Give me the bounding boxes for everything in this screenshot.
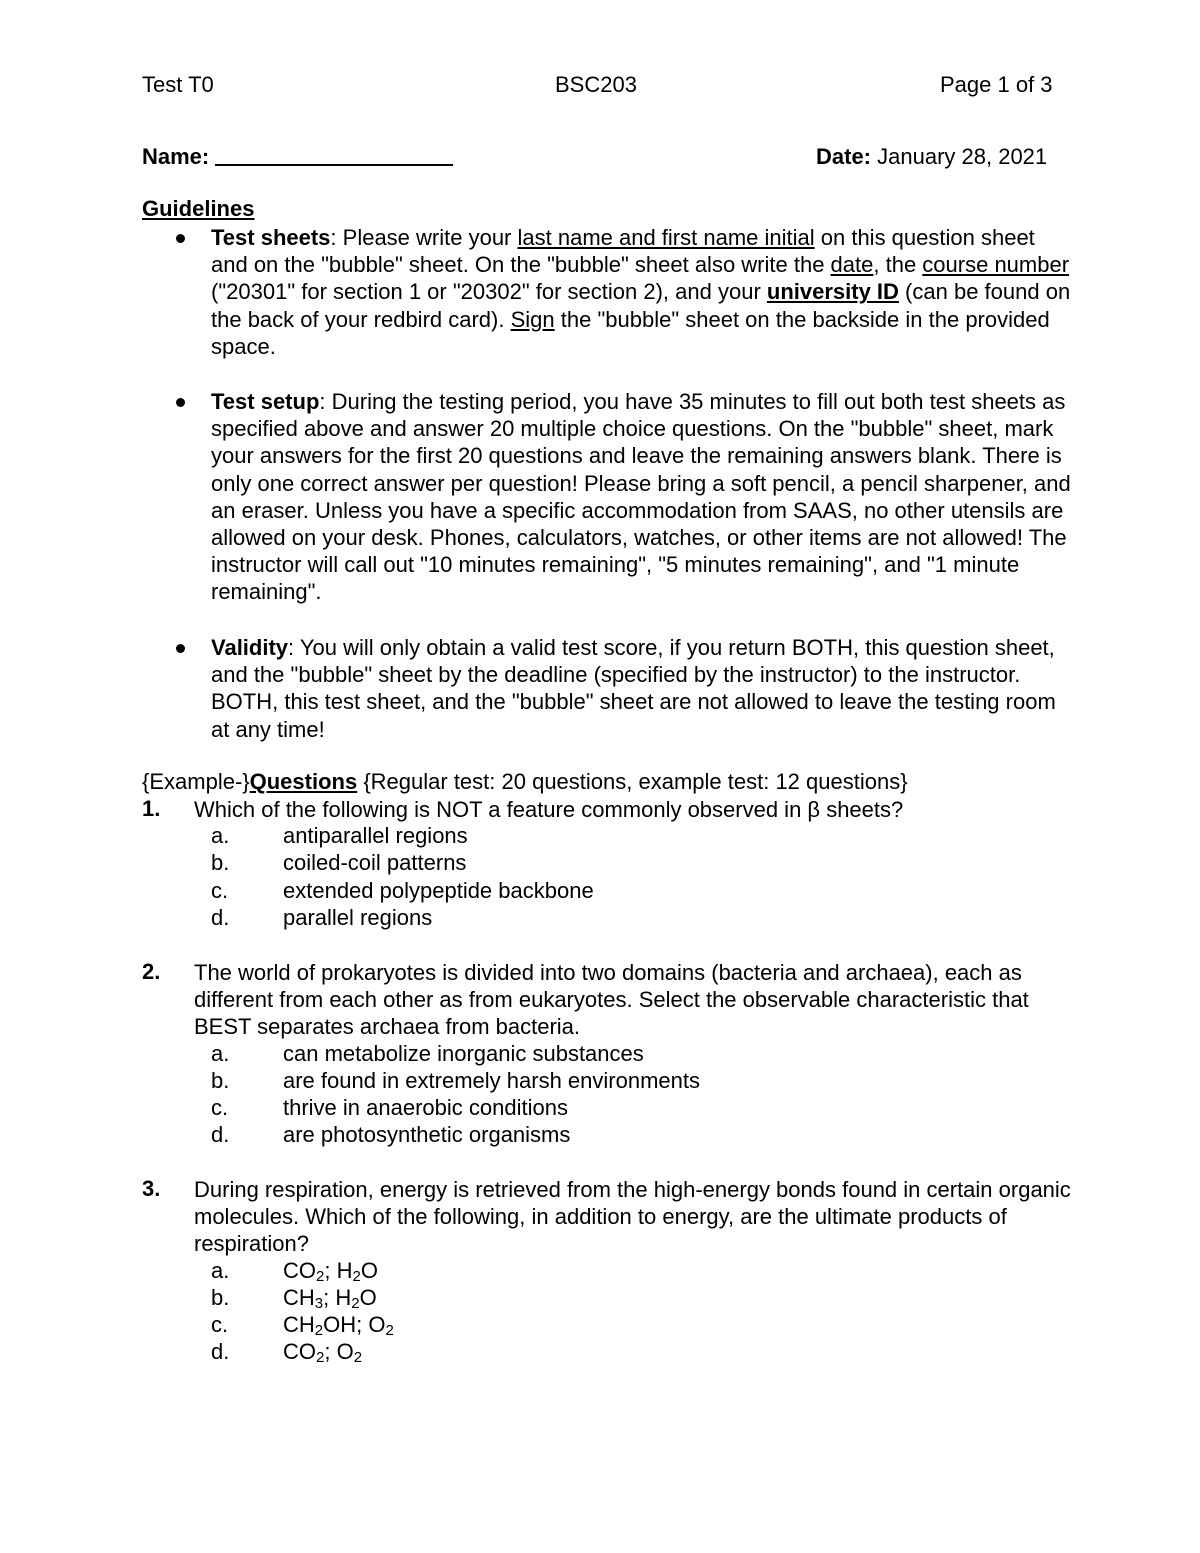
- guideline-test-sheets: [211, 224, 1071, 360]
- test-sheets-text: : Please write your: [330, 225, 518, 250]
- bullet-icon: [176, 398, 185, 407]
- guidelines-title: Guidelines: [142, 196, 255, 221]
- header-course: BSC203: [555, 72, 637, 97]
- test-setup-text: : During the testing period, you have 35 minutes to fill out both test sheets as specified above and answer 20 multiple choice questions. On the "bubble" sheet, mark your answers for the first 20 questions and leave the remaining answers blank. There is only one correct answer per question! Please bring a soft pencil, a pencil sharpener, and an eraser. Unless you have a specific accommodation from SAAS, no other utensils are allowed on your desk. Phones, calculators, watches, or other items are not allowed! The instructor will call out "10 minutes remaining", "5 minutes remaining", and "1 minute remaining".: [211, 389, 1071, 605]
- option-letter: a.: [211, 1258, 230, 1283]
- option-text: are found in extremely harsh environments: [283, 1068, 700, 1093]
- option-text: coiled-coil patterns: [283, 850, 467, 875]
- test-sheets-text: the "bubble" sheet on the backside in the provided space.: [211, 306, 1050, 359]
- name-blank-line: [215, 144, 453, 166]
- questions-prefix: {Example-}: [142, 769, 250, 794]
- option-text: are photosynthetic organisms: [283, 1122, 571, 1147]
- underlined-text: last name and first name initial: [517, 225, 815, 250]
- option-text: antiparallel regions: [283, 823, 468, 848]
- bullet-icon: [176, 644, 185, 653]
- test-setup-label: Test setup: [211, 389, 320, 414]
- option-letter: b.: [211, 1285, 230, 1310]
- underlined-text: Sign: [510, 306, 555, 332]
- header-page-number: Page 1 of 3: [940, 72, 1053, 97]
- option-text: can metabolize inorganic substances: [283, 1041, 644, 1066]
- option-text: thrive in anaerobic conditions: [283, 1095, 568, 1120]
- option-letter: d.: [211, 1339, 230, 1364]
- question-number: 2.: [142, 959, 161, 984]
- questions-suffix: {Regular test: 20 questions, example test: 12 questions}: [357, 769, 908, 794]
- option-letter: b.: [211, 850, 230, 875]
- test-sheets-text: on this question sheet and on the "bubble" sheet. On the "bubble" sheet also write the: [211, 225, 1035, 278]
- header-test-id: Test T0: [142, 72, 214, 97]
- option-letter: c.: [211, 878, 229, 903]
- name-label: Name:: [142, 144, 210, 169]
- underlined-text: university ID: [766, 279, 899, 305]
- option-letter: c.: [211, 1312, 229, 1337]
- option-letter: b.: [211, 1068, 230, 1093]
- option-text: $CO_2$; $O_2$: [283, 1339, 363, 1366]
- option-letter: a.: [211, 1041, 230, 1066]
- date-label: Date:: [816, 144, 872, 169]
- underlined-text: course number: [922, 252, 1070, 278]
- questions-header: [142, 769, 908, 795]
- option-text: extended polypeptide backbone: [283, 878, 594, 903]
- option-letter: c.: [211, 1095, 229, 1120]
- underlined-text: date: [830, 252, 874, 278]
- option-text: $CH_3$; $H_2O$: [283, 1285, 377, 1312]
- validity-label: Validity: [211, 635, 289, 660]
- guideline-test-setup: [211, 388, 1071, 606]
- option-text: $CO_2$; $H_2O$: [283, 1258, 378, 1285]
- bullet-icon: [176, 234, 185, 243]
- validity-text: : You will only obtain a valid test score, if you return BOTH, this question sheet, and the "bubble" sheet by the deadline (specified by the instructor) to the instructor. BOTH, this test sheet, and the "bubble" sheet are not allowed to leave the testing room at any time!: [211, 635, 1056, 742]
- option-text: $CH_2OH$; $O_2$: [283, 1312, 394, 1339]
- question-number: 3.: [142, 1176, 161, 1201]
- option-text: parallel regions: [283, 905, 433, 930]
- date-value: January 28, 2021: [877, 144, 1048, 169]
- test-sheets-text: (can be found on the back of your redbird card).: [211, 279, 1071, 332]
- option-letter: a.: [211, 823, 230, 848]
- question-text: Which of the following is NOT a feature commonly observed in β sheets?: [194, 797, 904, 822]
- guideline-validity: [211, 634, 1071, 743]
- question-text: The world of prokaryotes is divided into two domains (bacteria and archaea), each as different from each other as from eukaryotes. Select the observable characteristic that BEST separates archaea from bacteria.: [194, 960, 1029, 1040]
- name-field: [142, 144, 453, 170]
- test-sheets-text: , the: [873, 252, 923, 278]
- questions-title: Questions: [249, 769, 358, 794]
- test-sheets-text: ("20301" for section 1 or "20302" for section 2), and your: [211, 279, 767, 305]
- option-letter: d.: [211, 905, 230, 930]
- question-text: During respiration, energy is retrieved from the high-energy bonds found in certain organic molecules. Which of the following, in addition to energy, are the ultimate products of respiration?: [194, 1177, 1071, 1257]
- option-letter: d.: [211, 1122, 230, 1147]
- question-number: 1.: [142, 796, 161, 821]
- test-sheets-label: Test sheets: [211, 225, 331, 250]
- date-field: [816, 144, 1047, 170]
